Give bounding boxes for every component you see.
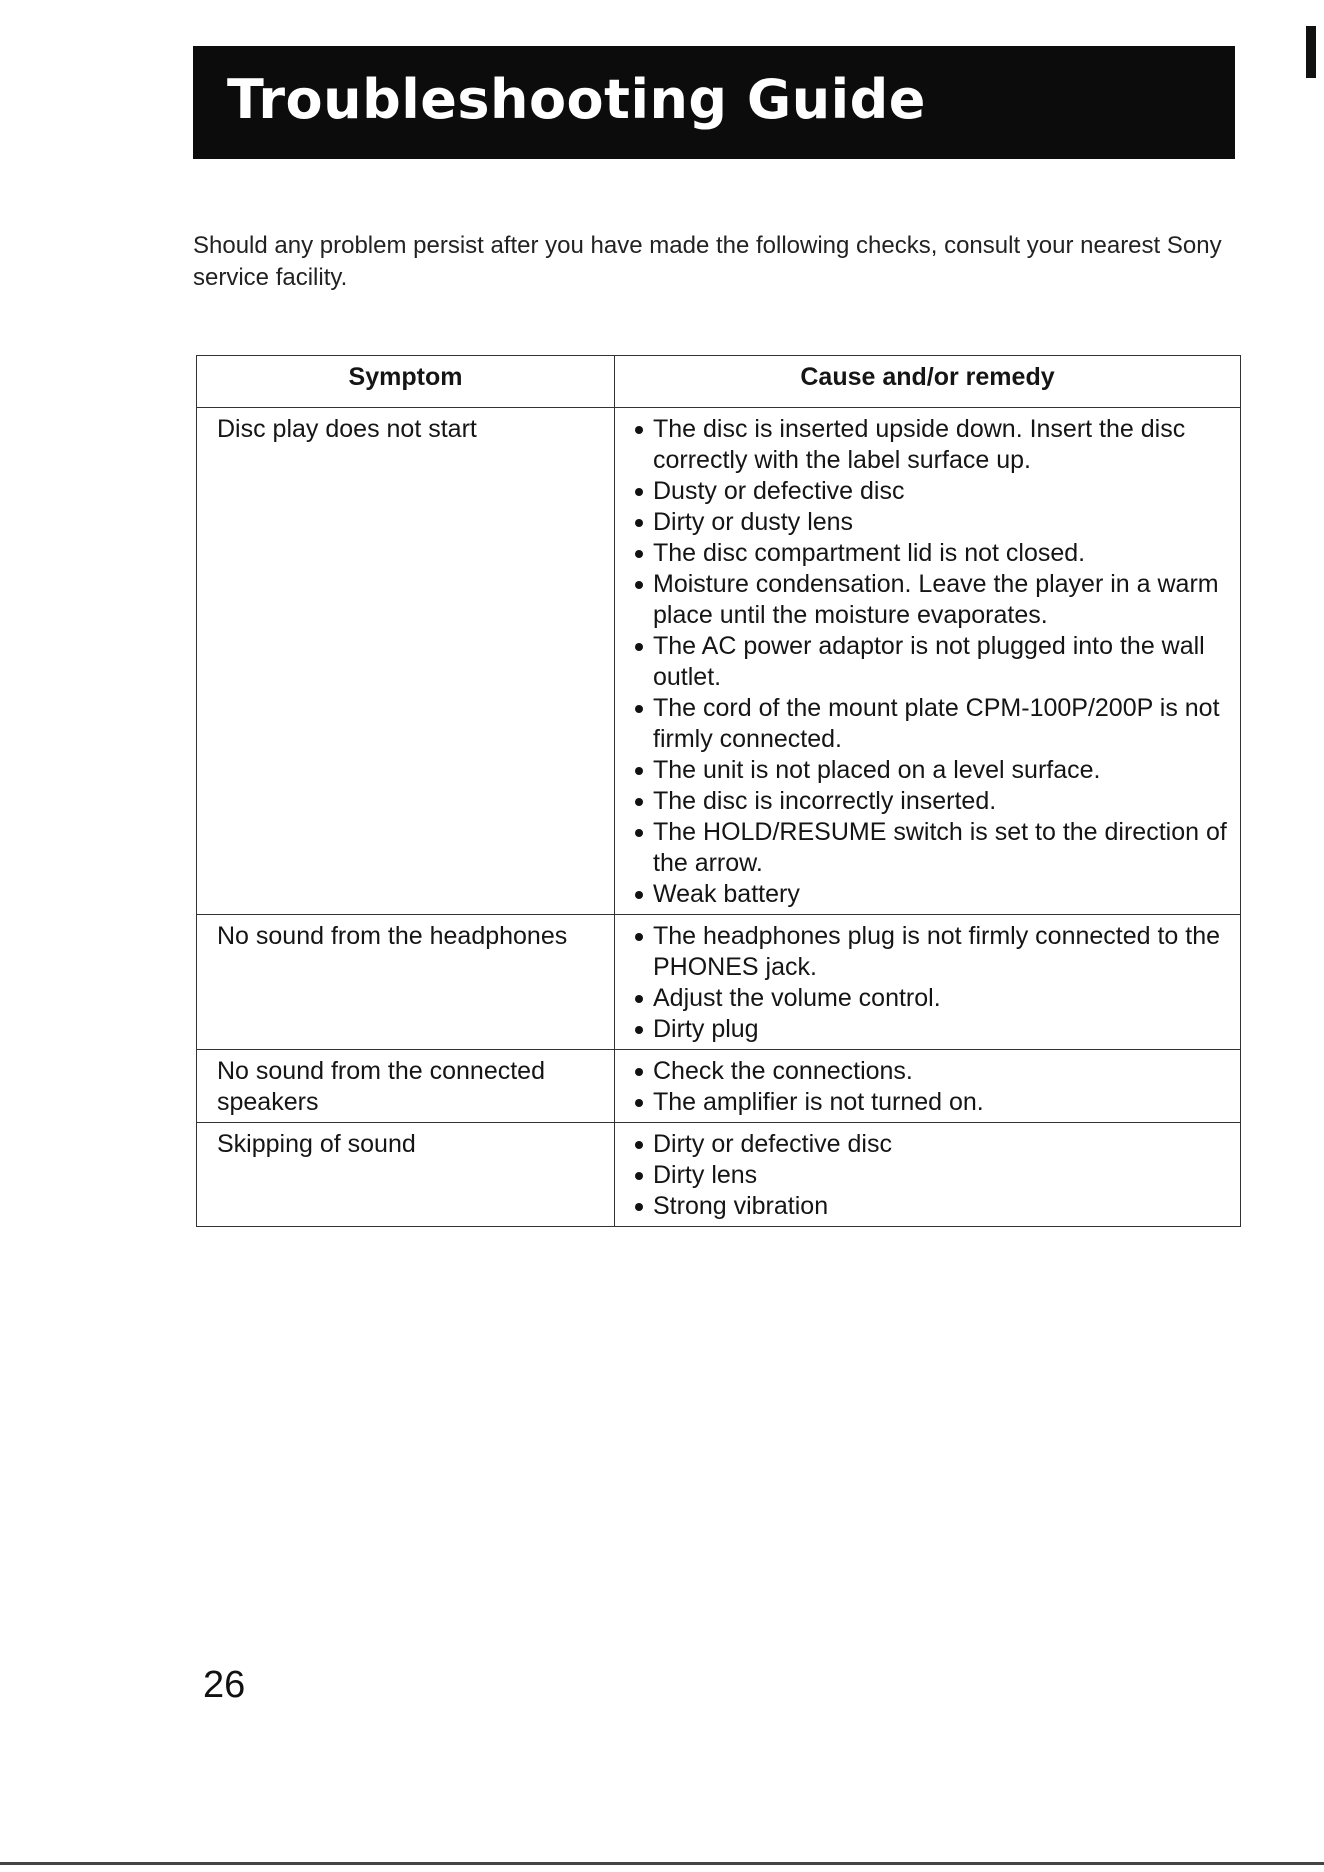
table-header-row [197, 356, 1241, 408]
remedy-item: Dirty lens [635, 1160, 1228, 1191]
remedy-item: Moisture condensation. Leave the player in a warm place until the moisture evaporates. [635, 569, 1228, 631]
title-banner [193, 46, 1235, 159]
remedy-item: The AC power adaptor is not plugged into the wall outlet. [635, 631, 1228, 693]
symptom-cell: Skipping of sound [197, 1123, 615, 1227]
remedy-list [635, 1056, 1228, 1118]
cause-cell [615, 1050, 1241, 1123]
symptom-cell: No sound from the connected speakers [197, 1050, 615, 1123]
page-edge-mark [1306, 26, 1316, 78]
remedy-item: The headphones plug is not firmly connected to the PHONES jack. [635, 921, 1228, 983]
remedy-list [635, 921, 1228, 1045]
remedy-item: Dusty or defective disc [635, 476, 1228, 507]
cause-header: Cause and/or remedy [615, 356, 1241, 408]
remedy-item: The unit is not placed on a level surface. [635, 755, 1228, 786]
remedy-list [635, 414, 1228, 910]
cause-cell [615, 1123, 1241, 1227]
symptom-header: Symptom [197, 356, 615, 408]
table-row [197, 1050, 1241, 1123]
remedy-item: The disc compartment lid is not closed. [635, 538, 1228, 569]
troubleshooting-table [196, 355, 1241, 1227]
intro-text: Should any problem persist after you have made the following checks, consult your nearest Sony service facility. [193, 232, 1222, 291]
remedy-item: The disc is incorrectly inserted. [635, 786, 1228, 817]
remedy-item: Dirty or defective disc [635, 1129, 1228, 1160]
remedy-item: The HOLD/RESUME switch is set to the direction of the arrow. [635, 817, 1228, 879]
remedy-item: The disc is inserted upside down. Insert the disc correctly with the label surface up. [635, 414, 1228, 476]
remedy-item: The amplifier is not turned on. [635, 1087, 1228, 1118]
page-number: 26 [203, 1664, 246, 1706]
remedy-item: The cord of the mount plate CPM-100P/200P is not firmly connected. [635, 693, 1228, 755]
remedy-item: Dirty or dusty lens [635, 507, 1228, 538]
table-row [197, 1123, 1241, 1227]
symptom-cell: Disc play does not start [197, 408, 615, 915]
remedy-item: Weak battery [635, 879, 1228, 910]
cause-cell [615, 408, 1241, 915]
remedy-item: Strong vibration [635, 1191, 1228, 1222]
symptom-cell: No sound from the headphones [197, 915, 615, 1050]
remedy-item: Adjust the volume control. [635, 983, 1228, 1014]
table-row [197, 915, 1241, 1050]
cause-cell [615, 915, 1241, 1050]
bottom-rule [0, 1862, 1324, 1865]
page-title: Troubleshooting Guide [227, 68, 926, 131]
remedy-item: Dirty plug [635, 1014, 1228, 1045]
remedy-item: Check the connections. [635, 1056, 1228, 1087]
remedy-list [635, 1129, 1228, 1222]
table-row [197, 408, 1241, 915]
